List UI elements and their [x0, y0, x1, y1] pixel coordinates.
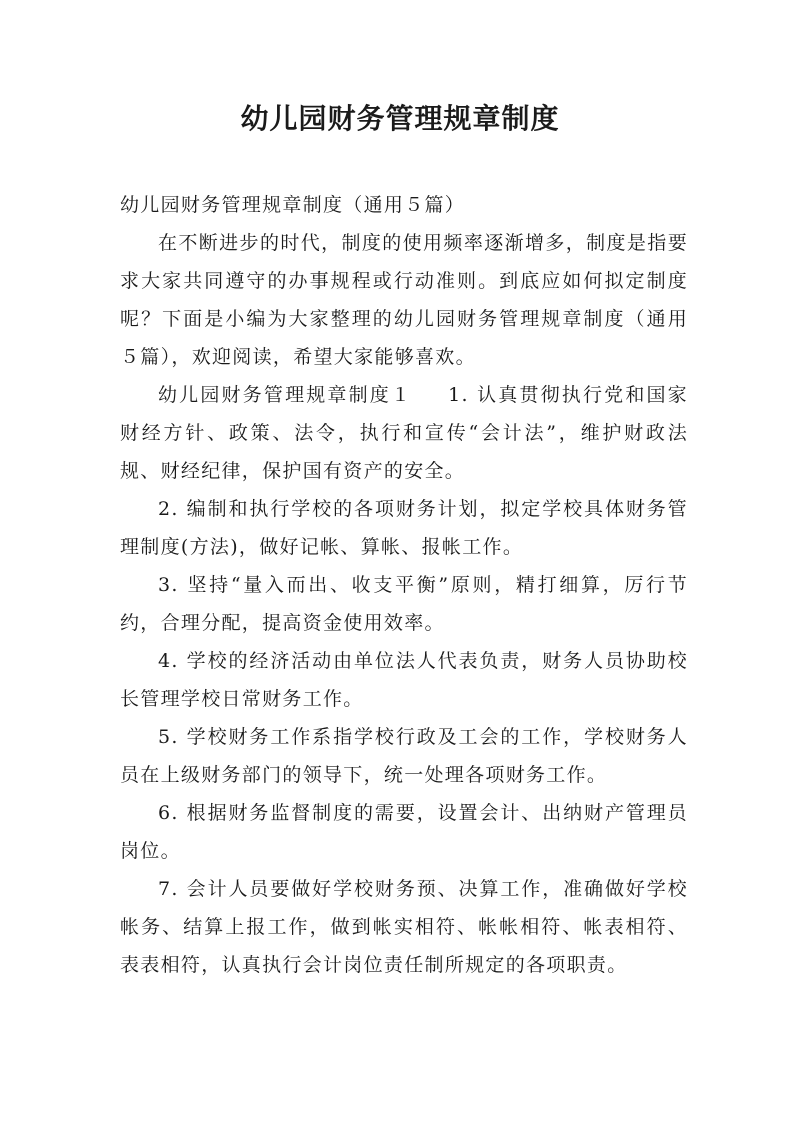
- rule-3: 3. 坚持“量入而出、收支平衡”原则，精打细算，厉行节约，合理分配，提高资金使用效率。: [120, 574, 688, 634]
- document-subtitle: 幼儿园财务管理规章制度（通用５篇）: [120, 194, 466, 216]
- rule-5: 5. 学校财务工作系指学校行政及工会的工作，学校财务人员在上级财务部门的领导下，统一处理各项财务工作。: [120, 726, 688, 786]
- rule-4: 4. 学校的经济活动由单位法人代表负责，财务人员协助校长管理学校日常财务工作。: [120, 650, 688, 710]
- rule-2: 2. 编制和执行学校的各项财务计划，拟定学校具体财务管理制度(方法)，做好记帐、算帐、报帐工作。: [120, 498, 688, 558]
- intro-paragraph: 在不断进步的时代，制度的使用频率逐渐增多，制度是指要求大家共同遵守的办事规程或行动准则。到底应如何拟定制度呢？下面是小编为大家整理的幼儿园财务管理规章制度（通用５篇），欢迎阅读，希望大家能够喜欢。: [120, 232, 688, 368]
- document-title: 幼儿园财务管理规章制度: [240, 102, 560, 135]
- rule-6: 6. 根据财务监督制度的需要，设置会计、出纳财产管理员岗位。: [120, 802, 688, 862]
- document-body: [120, 186, 688, 984]
- section-heading: 幼儿园财务管理规章制度１: [158, 384, 413, 406]
- section-paragraph-1: [120, 376, 688, 490]
- rule-7: 7. 会计人员要做好学校财务预、决算工作，准确做好学校帐务、结算上报工作，做到帐实相符、帐帐相符、帐表相符、表表相符，认真执行会计岗位责任制所规定的各项职责。: [120, 878, 688, 976]
- rule-1: 1. 认真贯彻执行党和国家财经方针、政策、法令，执行和宣传“会计法”，维护财政法规、财经纪律，保护国有资产的安全。: [120, 384, 688, 482]
